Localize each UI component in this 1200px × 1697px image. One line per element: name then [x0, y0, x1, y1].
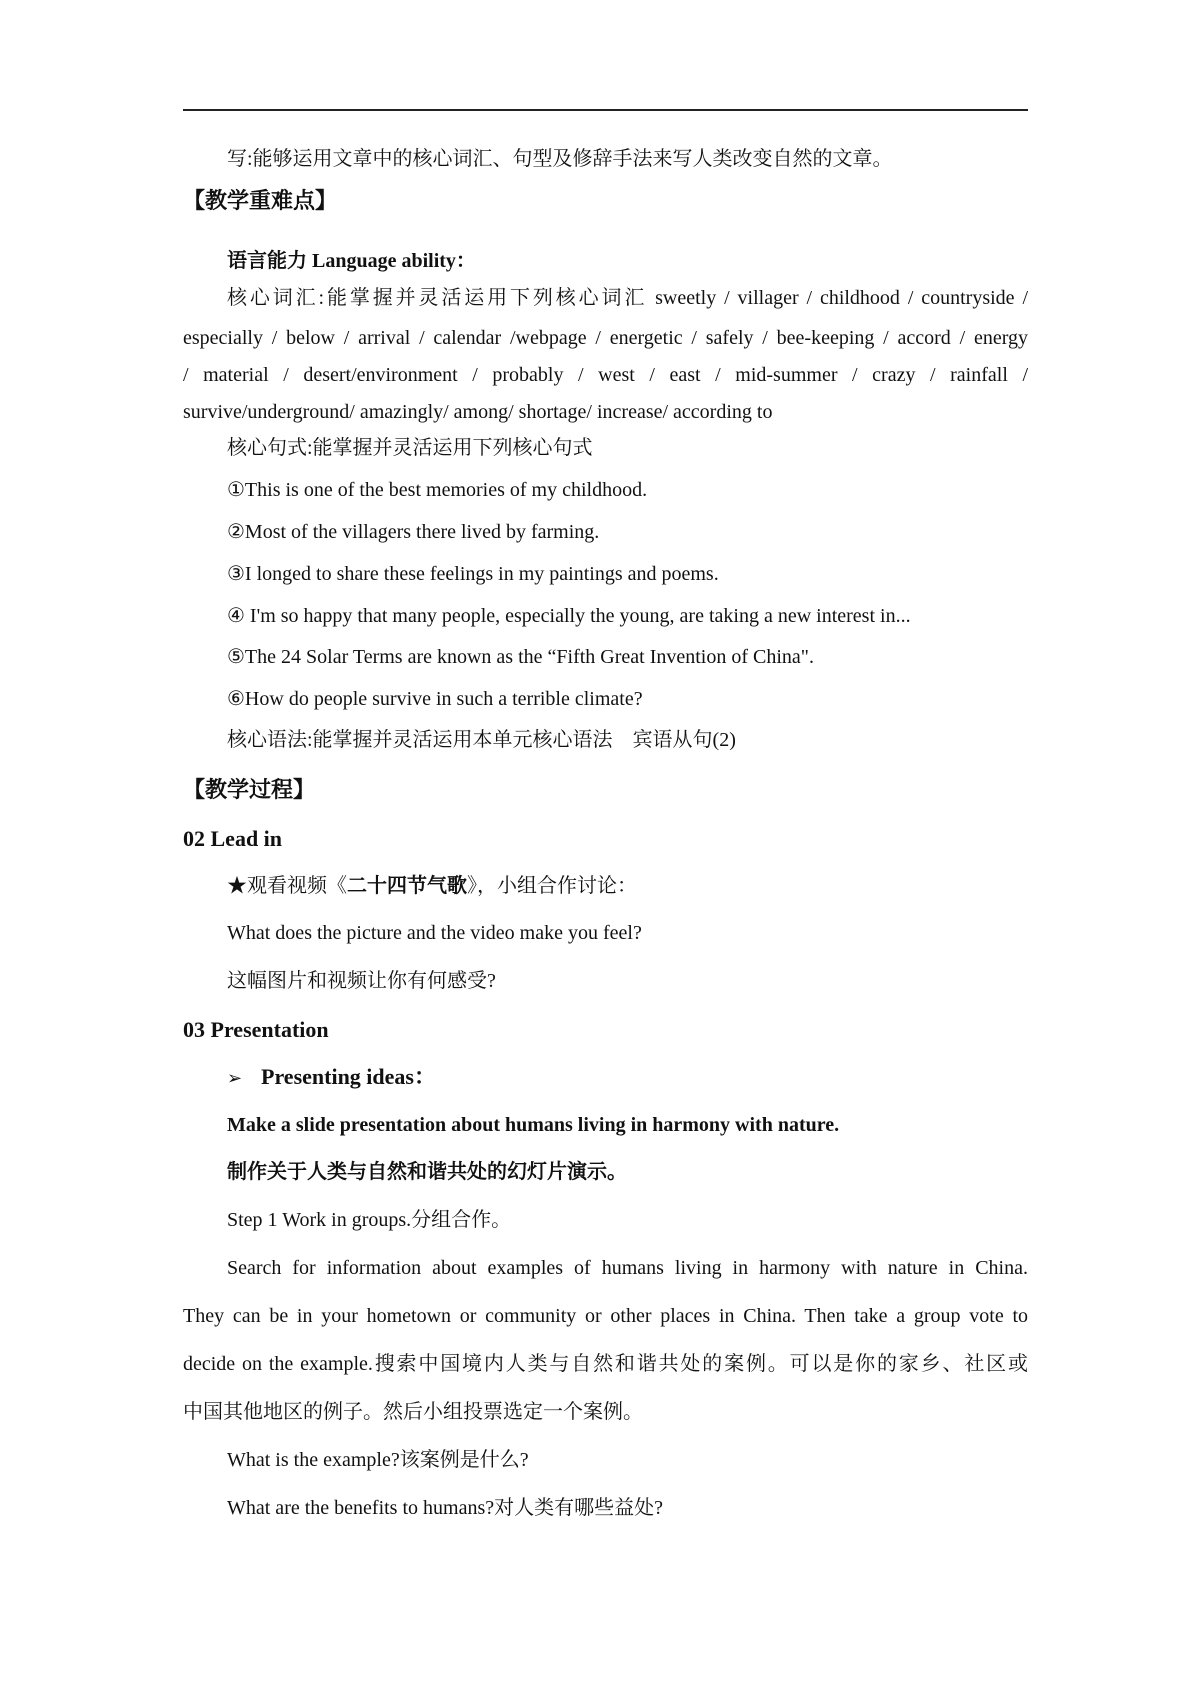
lead-in-task-video-title: 二十四节气歌: [347, 875, 467, 897]
lead-in-task: [227, 873, 1028, 899]
key-points-heading: 【教学重难点】: [183, 189, 338, 214]
question-benefits: What are the benefits to humans?对人类有哪些益处?: [227, 1497, 663, 1519]
core-grammar: 核心语法:能掌握并灵活运用本单元核心语法 宾语从句(2): [227, 729, 736, 751]
language-ability-label: 语言能力 Language ability：: [227, 250, 476, 272]
process-heading: 【教学过程】: [183, 778, 316, 803]
sentence-6: ⑥How do people survive in such a terrible climate?: [227, 688, 643, 710]
write-objective: 写:能够运用文章中的核心词汇、句型及修辞手法来写人类改变自然的文章。: [227, 148, 893, 170]
presentation-task-zh: 制作关于人类与自然和谐共处的幻灯片演示。: [227, 1161, 627, 1183]
presenting-ideas-label: Presenting ideas：: [261, 1064, 436, 1089]
vocab-line-1: 核心词汇:能掌握并灵活运用下列核心词汇 sweetly / villager / childhood / countryside /: [227, 287, 1028, 309]
vocab-line-4: survive/underground/ amazingly/ among/ shortage/ increase/ according to: [183, 401, 773, 423]
sentence-2: ②Most of the villagers there lived by farming.: [227, 521, 600, 543]
paragraph-line-4: 中国其他地区的例子。然后小组投票选定一个案例。: [183, 1401, 643, 1423]
vocab-line-3: / material / desert/environment / probably / west / east / mid-summer / crazy / rainfall /: [183, 364, 1028, 386]
lead-in-question-zh: 这幅图片和视频让你有何感受?: [227, 970, 496, 992]
lead-in-task-prefix: ★观看视频《: [227, 875, 347, 897]
paragraph-line-2: They can be in your hometown or community or other places in China. Then take a group vote to: [183, 1305, 1028, 1327]
lead-in-question-en: What does the picture and the video make you feel?: [227, 922, 642, 944]
header-rule: [183, 109, 1028, 111]
sentence-4: ④ I'm so happy that many people, especially the young, are taking a new interest in...: [227, 605, 911, 627]
paragraph-line-1: Search for information about examples of humans living in harmony with nature in China.: [227, 1257, 1028, 1279]
sentence-5: ⑤The 24 Solar Terms are known as the “Fifth Great Invention of China".: [227, 646, 814, 668]
document-page: [183, 0, 1028, 1697]
paragraph-line-3: decide on the example.搜索中国境内人类与自然和谐共处的案例。可以是你的家乡、社区或: [183, 1353, 1028, 1375]
sentence-1: ①This is one of the best memories of my childhood.: [227, 479, 648, 501]
lead-in-heading: 02 Lead in: [183, 826, 283, 851]
arrow-bullet-icon: ➢: [227, 1068, 243, 1089]
sentence-3: ③I longed to share these feelings in my paintings and poems.: [227, 563, 719, 585]
step-1: Step 1 Work in groups.分组合作。: [227, 1209, 512, 1231]
presentation-heading: 03 Presentation: [183, 1017, 329, 1042]
vocab-line-2: especially / below / arrival / calendar /webpage / energetic / safely / bee-keeping / accord / energy: [183, 327, 1028, 349]
presenting-ideas: [227, 1064, 1028, 1092]
question-example: What is the example?该案例是什么?: [227, 1449, 529, 1471]
sentences-label: 核心句式:能掌握并灵活运用下列核心句式: [227, 437, 593, 459]
lead-in-task-suffix: 》，小组合作讨论：: [467, 875, 637, 897]
presentation-task-en: Make a slide presentation about humans living in harmony with nature.: [227, 1114, 840, 1136]
